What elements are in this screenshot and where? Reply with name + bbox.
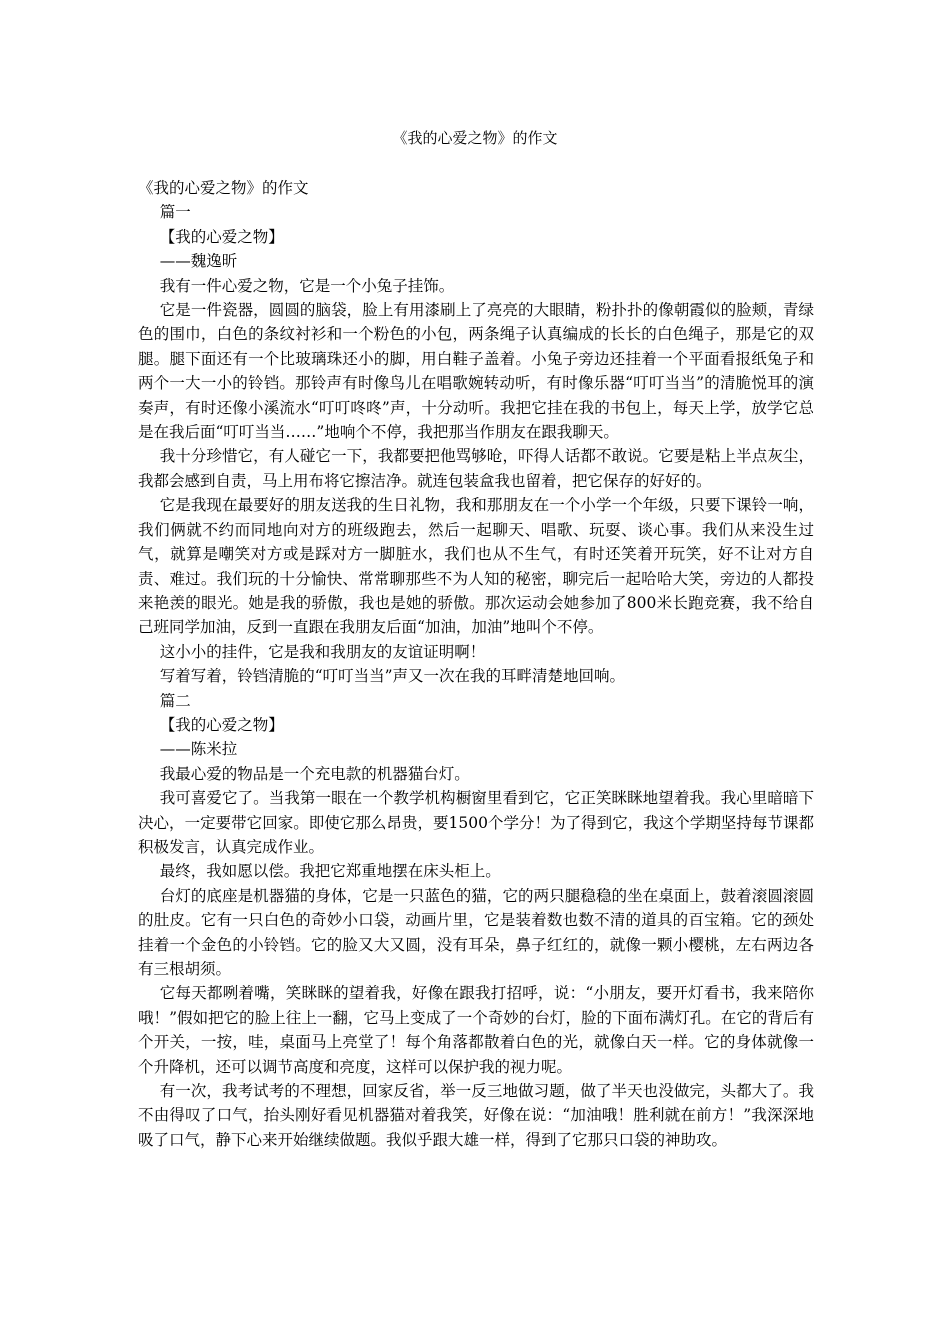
section-label-2: 篇二	[159, 691, 191, 710]
paragraph: 最终，我如愿以偿。我把它郑重地摆在床头柜上。	[159, 862, 501, 881]
paragraph: 我可喜爱它了。当我第一眼在一个教学机构橱窗里看到它，它正笑眯眯地望着我。我心里暗暗下决心，一定要带它回家。即使它那么昂贵，要1500个学分！为了得到它，我这个学期坚持每节课都积极发言，认真完成作业。	[138, 789, 814, 856]
essay-title-1: 【我的心爱之物】	[159, 227, 284, 246]
paragraph: 它每天都咧着嘴，笑眯眯的望着我，好像在跟我打招呼，说：“小朋友，要开灯看书，我来陪你哦！”假如把它的脸上往上一翻，它马上变成了一个奇妙的台灯，脸的下面布满灯孔。在它的背后有个开关，一按，哇，桌面马上亮堂了！每个角落都散着白色的光，就像白天一样。它的身体就像一个升降机，还可以调节高度和亮度，这样可以保护我的视力呢。	[138, 984, 814, 1076]
paragraph: 它是一件瓷器，圆圆的脑袋，脸上有用漆刷上了亮亮的大眼睛，粉扑扑的像朝霞似的脸颊，青绿色的围巾，白色的条纹衬衫和一个粉色的小包，两条绳子认真编成的长长的白色绳子，那是它的双腿。腿下面还有一个比玻璃珠还小的脚，用白鞋子盖着。小兔子旁边还挂着一个平面看报纸兔子和两个一大一小的铃铛。那铃声有时像鸟儿在唱歌婉转动听，有时像乐器“叮叮当当”的清脆悦耳的演奏声，有时还像小溪流水“叮叮咚咚”声，十分动听。我把它挂在我的书包上，每天上学，放学它总是在我后面“叮叮当当……”地响个不停，我把那当作朋友在跟我聊天。	[138, 301, 814, 442]
section-label-1: 篇一	[159, 203, 191, 222]
author-line-1: ——魏逸昕	[159, 252, 238, 271]
paragraph: 有一次，我考试考的不理想，回家反省，举一反三地做习题，做了半天也没做完，头都大了。我不由得叹了口气，抬头刚好看见机器猫对着我笑，好像在说：“加油哦！胜利就在前方！”我深深地吸了口气，静下心来开始继续做题。我似乎跟大雄一样，得到了它那只口袋的神助攻。	[138, 1082, 814, 1149]
paragraph: 它是我现在最要好的朋友送我的生日礼物，我和那朋友在一个小学一个年级，只要下课铃一响，我们俩就不约而同地向对方的班级跑去，然后一起聊天、唱歌、玩耍、谈心事。我们从来没生过气，就算是嘲笑对方或是踩对方一脚脏水，我们也从不生气，有时还笑着开玩笑，好不让对方自责、难过。我们玩的十分愉快、常常聊那些不为人知的秘密，聊完后一起哈哈大笑，旁边的人都投来艳羡的眼光。她是我的骄傲，我也是她的骄傲。那次运动会她参加了800米长跑竞赛，我不给自己班同学加油，反到一直跟在我朋友后面“加油，加油”地叫个不停。	[138, 496, 814, 637]
paragraph: 这小小的挂件，它是我和我朋友的友谊证明啊！	[159, 642, 486, 661]
paragraph: 我有一件心爱之物，它是一个小兔子挂饰。	[159, 276, 455, 295]
paragraph: 写着写着，铃铛清脆的“叮叮当当”声又一次在我的耳畔清楚地回响。	[159, 667, 626, 686]
document-title: 《我的心爱之物》的作文	[392, 129, 558, 147]
paragraph: 我最心爱的物品是一个充电款的机器猫台灯。	[159, 764, 470, 783]
essay-title-2: 【我的心爱之物】	[159, 715, 284, 734]
paragraph: 台灯的底座是机器猫的身体，它是一只蓝色的猫，它的两只腿稳稳的坐在桌面上，鼓着滚圆滚圆的肚皮。它有一只白色的奇妙小口袋，动画片里，它是装着数也数不清的道具的百宝箱。它的颈处挂着一个金色的小铃铛。它的脸又大又圆，没有耳朵，鼻子红红的，就像一颗小樱桃，左右两边各有三根胡须。	[138, 886, 814, 978]
paragraph: 我十分珍惜它，有人碰它一下，我都要把他骂够呛，吓得人话都不敢说。它要是粘上半点灰尘，我都会感到自责，马上用布将它擦洁净。就连包装盒我也留着，把它保存的好好的。	[138, 447, 814, 490]
essay-heading: 《我的心爱之物》的作文	[138, 179, 309, 197]
author-line-2: ——陈米拉	[159, 740, 238, 759]
document-body	[138, 176, 814, 1152]
